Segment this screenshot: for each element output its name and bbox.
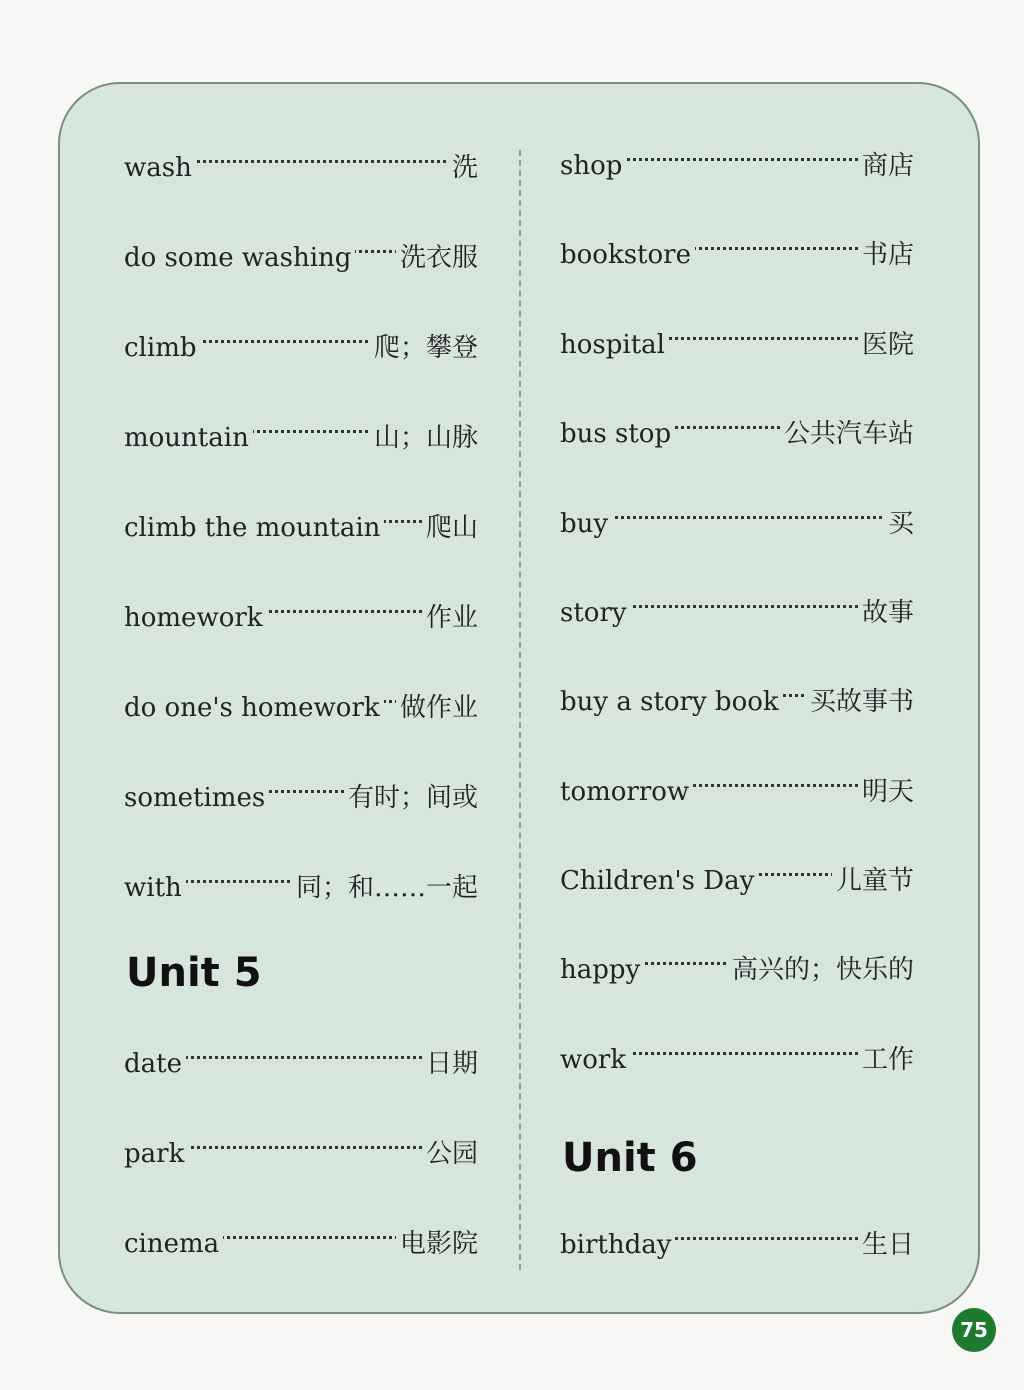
vocab-entry (560, 504, 914, 544)
vocab-meaning: 故事 (858, 593, 914, 633)
vocab-word: do one's homework (124, 688, 384, 728)
vocab-entry (560, 1225, 914, 1265)
vocab-meaning: 同；和……一起 (292, 868, 478, 908)
vocab-entry (560, 772, 914, 812)
vocab-meaning: 电影院 (396, 1224, 478, 1264)
vocab-entry (560, 861, 914, 901)
vocab-meaning: 爬；攀登 (370, 328, 478, 368)
vocab-word: bookstore (560, 235, 695, 275)
vocab-entry (124, 778, 478, 818)
vocab-meaning: 爬山 (422, 508, 478, 548)
vocab-meaning: 公园 (422, 1134, 478, 1174)
vocab-word: climb (124, 328, 201, 368)
vocab-entry (124, 688, 478, 728)
vocab-word: sometimes (124, 778, 269, 818)
vocab-word: shop (560, 146, 626, 186)
vocab-entry (124, 238, 478, 278)
vocab-meaning: 洗 (448, 148, 478, 188)
vocab-entry (560, 414, 914, 454)
vocab-word: homework (124, 598, 267, 638)
vocab-word: cinema (124, 1224, 223, 1264)
vocab-meaning: 公共汽车站 (780, 414, 914, 454)
vocab-word: buy a story book (560, 682, 783, 722)
vocab-entry (124, 598, 478, 638)
vocab-meaning: 书店 (858, 235, 914, 275)
vocab-meaning: 日期 (422, 1044, 478, 1084)
vocab-entry (560, 235, 914, 275)
column-divider (519, 150, 521, 1270)
vocab-word: buy (560, 504, 612, 544)
vocab-meaning: 明天 (858, 772, 914, 812)
vocab-word: hospital (560, 325, 669, 365)
vocab-word: with (124, 868, 186, 908)
vocab-meaning: 商店 (858, 146, 914, 186)
vocab-entry (124, 508, 478, 548)
vocab-word: story (560, 593, 631, 633)
vocab-entry (124, 1134, 478, 1174)
vocab-word: mountain (124, 418, 253, 458)
vocab-word: climb the mountain (124, 508, 384, 548)
vocab-meaning: 洗衣服 (396, 238, 478, 278)
vocab-meaning: 山；山脉 (370, 418, 478, 458)
vocab-word: date (124, 1044, 186, 1084)
unit-heading: Unit 6 (562, 1135, 698, 1181)
vocab-word: do some washing (124, 238, 355, 278)
vocab-entry (560, 325, 914, 365)
vocab-meaning: 高兴的；快乐的 (728, 950, 914, 990)
vocab-word: work (560, 1040, 630, 1080)
vocab-entry (560, 950, 914, 990)
vocab-entry (124, 148, 478, 188)
vocab-meaning: 作业 (422, 598, 478, 638)
vocab-meaning: 生日 (858, 1225, 914, 1265)
vocab-meaning: 儿童节 (832, 861, 914, 901)
vocab-entry (124, 1224, 478, 1264)
vocab-word: tomorrow (560, 772, 693, 812)
vocab-meaning: 有时；间或 (344, 778, 478, 818)
vocab-entry (560, 593, 914, 633)
vocab-entry (124, 868, 478, 908)
vocab-word: bus stop (560, 414, 675, 454)
vocab-word: wash (124, 148, 196, 188)
vocab-meaning: 买 (884, 504, 914, 544)
vocab-entry (560, 1040, 914, 1080)
vocab-word: happy (560, 950, 644, 990)
vocab-entry (560, 146, 914, 186)
vocab-meaning: 医院 (858, 325, 914, 365)
vocab-word: birthday (560, 1225, 675, 1265)
vocab-entry (124, 1044, 478, 1084)
vocab-meaning: 工作 (858, 1040, 914, 1080)
vocab-entry (124, 328, 478, 368)
page-number-badge: 75 (952, 1308, 996, 1352)
vocab-meaning: 买故事书 (806, 682, 914, 722)
vocab-entry (560, 682, 914, 722)
vocab-word: Children's Day (560, 861, 758, 901)
unit-heading: Unit 5 (126, 950, 262, 996)
vocab-meaning: 做作业 (396, 688, 478, 728)
vocab-word: park (124, 1134, 188, 1174)
vocab-entry (124, 418, 478, 458)
